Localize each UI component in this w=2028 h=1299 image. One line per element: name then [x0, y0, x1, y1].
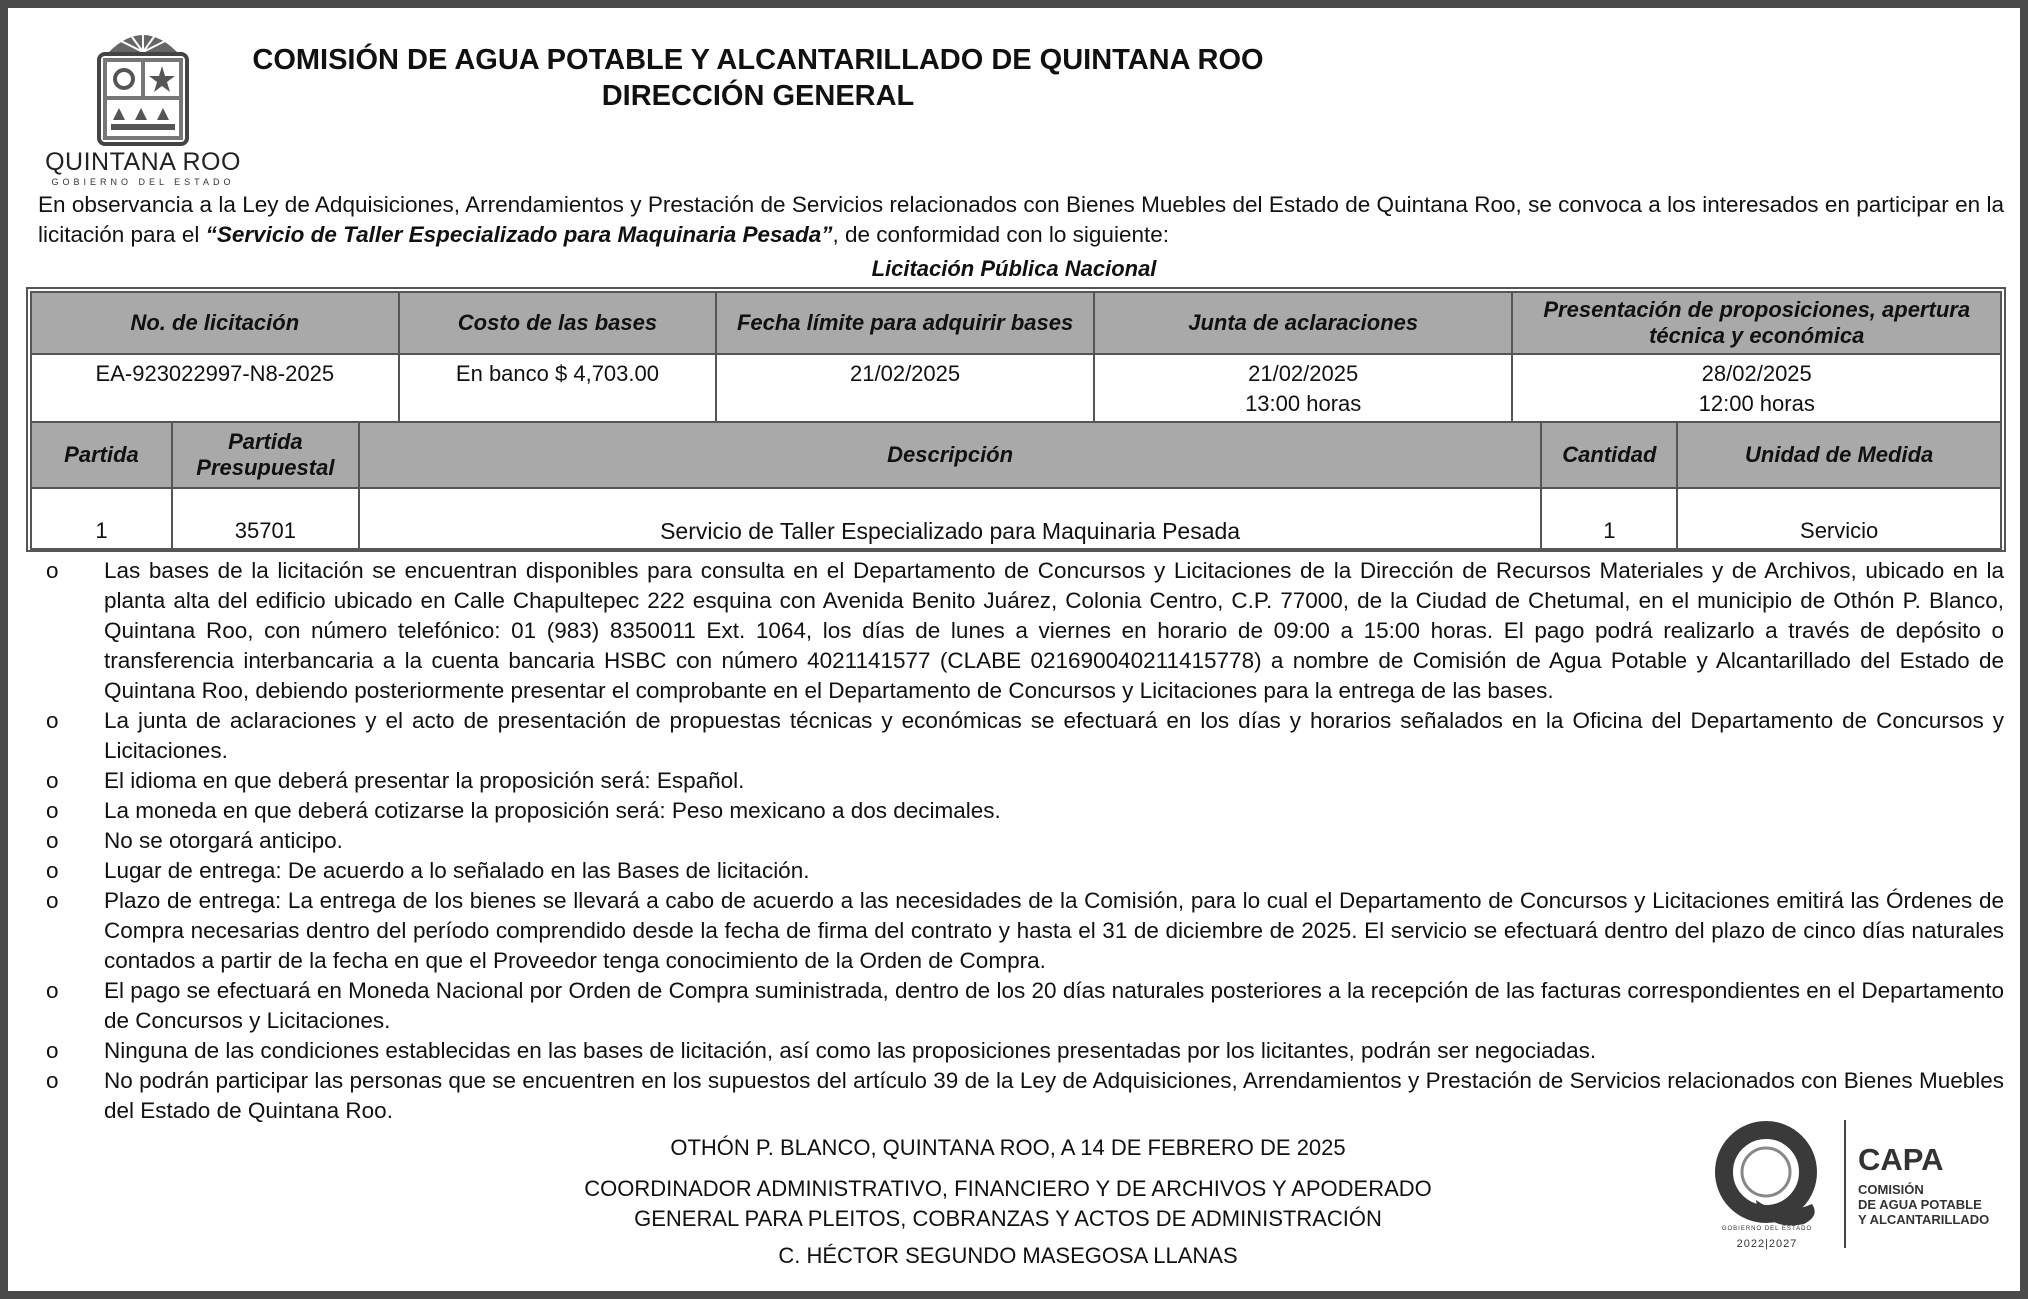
- cell-descripcion: Servicio de Taller Especializado para Maquinaria Pesada: [359, 488, 1542, 549]
- intro-service: “Servicio de Taller Especializado para Maquinaria Pesada”: [205, 222, 833, 247]
- cell-costo: En banco $ 4,703.00: [399, 354, 717, 425]
- bullet-mark: o: [46, 828, 59, 853]
- intro-paragraph: [38, 190, 2004, 250]
- list-item-text: La junta de aclaraciones y el acto de presentación de propuestas técnicas y económicas se efectuará en los días y horarios señalados en la Oficina del Departamento de Concursos y Licitaciones.: [104, 708, 2004, 763]
- page-title: [228, 42, 1288, 114]
- cell-cantidad: 1: [1541, 488, 1677, 549]
- table-header-row: [31, 422, 2001, 488]
- capa-sub-line-1: COMISIÓN: [1858, 1182, 1924, 1197]
- intro-pre: En observancia a la Ley de Adquisiciones, Arrendamientos y Prestación de Servicios relacionados con Bienes Muebles del Estado de Quintana Roo, se convoca a los interesados en participar en la licitación para el: [38, 192, 2004, 247]
- list-item-text: Ninguna de las condiciones establecidas en las bases de licitación, así como las proposiciones presentadas por los licitantes, podrán ser negociadas.: [104, 1038, 1597, 1063]
- licitacion-title: Licitación Pública Nacional: [871, 256, 1157, 281]
- presentacion-fecha: 28/02/2025: [1701, 361, 1812, 386]
- divider: [1844, 1120, 1846, 1248]
- col-header: Descripción: [359, 422, 1542, 488]
- signer-role-line-2: GENERAL PARA PLEITOS, COBRANZAS Y ACTOS DE ADMINISTRACIÓN: [634, 1206, 1382, 1231]
- logo-name: QUINTANA ROO: [45, 148, 241, 176]
- bullet-mark: o: [46, 768, 59, 793]
- partidas-table: [30, 421, 2002, 550]
- bullet-mark: o: [46, 858, 59, 883]
- list-item: [46, 856, 2004, 886]
- bullet-mark: o: [46, 558, 59, 583]
- bullet-mark: o: [46, 978, 59, 1003]
- capa-years: 2022|2027: [1736, 1238, 1798, 1250]
- list-item: [46, 556, 2004, 706]
- bullet-mark: o: [46, 708, 59, 733]
- col-header: Partida: [31, 422, 172, 488]
- list-item: [46, 1066, 2004, 1126]
- col-header: Cantidad: [1541, 422, 1677, 488]
- list-item: [46, 886, 2004, 976]
- cell-numero: EA-923022997-N8-2025: [31, 354, 399, 425]
- capa-sub-line-3: Y ALCANTARILLADO: [1858, 1212, 1990, 1227]
- table-header-row: [31, 292, 2001, 354]
- col-header: Partida Presupuestal: [172, 422, 359, 488]
- cell-junta: [1094, 354, 1513, 425]
- col-header: Presentación de proposiciones, apertura técnica y económica: [1512, 292, 2001, 354]
- cell-fecha-limite: 21/02/2025: [716, 354, 1094, 425]
- capa-title: CAPA: [1858, 1142, 1944, 1177]
- list-item-text: Plazo de entrega: La entrega de los bienes se llevará a cabo de acuerdo a las necesidades de la Comisión, para lo cual el Departamento de Concursos y Licitaciones emitirá las Órdenes de Compra necesarias dentro del período comprendido desde la fecha de firma del contrato y hasta el 31 de diciembre de 2025. El servicio se efectuará dentro del plazo de cinco días naturales contados a partir de la fecha en que el Proveedor tenga conocimiento de la Orden de Compra.: [104, 888, 2004, 973]
- list-item-text: Las bases de la licitación se encuentran disponibles para consulta en el Departamento de Concursos y Licitaciones de la Dirección de Recursos Materiales y de Archivos, ubicado en la planta alta del edificio ubicado en Calle Chapultepec 222 esquina con Avenida Benito Juárez, Colonia Centro, C.P. 77000, de la Ciudad de Chetumal, en el municipio de Othón P. Blanco, Quintana Roo, con número telefónico: 01 (983) 8350011 Ext. 1064, los días de lunes a viernes en horario de 09:00 a 15:00 horas. El pago podrá realizarlo a través de depósito o transferencia interbancaria a la cuenta bancaria HSBC con número 4021141577 (CLABE 021690040211415778) a nombre de Comisión de Agua Potable y Alcantarillado del Estado de Quintana Roo, debiendo posteriormente presentar el comprobante en el Departamento de Concursos y Licitaciones para la entrega de las bases.: [104, 558, 2004, 703]
- state-shield-icon: [93, 24, 193, 148]
- list-item-text: Lugar de entrega: De acuerdo a lo señalado en las Bases de licitación.: [104, 858, 810, 883]
- signer-role: [528, 1174, 1488, 1234]
- table-row: [31, 354, 2001, 425]
- title-line-2: DIRECCIÓN GENERAL: [601, 80, 915, 112]
- capa-sub-line-2: DE AGUA POTABLE: [1858, 1197, 1982, 1212]
- logo-subtitle: GOBIERNO DEL ESTADO: [51, 177, 235, 187]
- list-item: [46, 796, 2004, 826]
- list-item: [46, 1036, 2004, 1066]
- capa-subtitle: [1858, 1182, 1989, 1227]
- junta-fecha: 21/02/2025: [1248, 361, 1359, 386]
- bullet-mark: o: [46, 798, 59, 823]
- list-item: [46, 766, 2004, 796]
- capa-logo: [1708, 1120, 2008, 1250]
- notice-page: [8, 8, 2020, 1291]
- capa-q-icon: [1708, 1120, 1828, 1236]
- cell-presentacion: [1512, 354, 2001, 425]
- signer-role-line-1: COORDINADOR ADMINISTRATIVO, FINANCIERO Y DE ARCHIVOS Y APODERADO: [584, 1176, 1432, 1201]
- col-header: No. de licitación: [31, 292, 399, 354]
- bullet-mark: o: [46, 1038, 59, 1063]
- list-item: [46, 976, 2004, 1036]
- list-item: [46, 706, 2004, 766]
- signer-name: C. HÉCTOR SEGUNDO MASEGOSA LLANAS: [778, 1243, 1238, 1268]
- junta-hora: 13:00 horas: [1245, 391, 1362, 416]
- col-header: Fecha límite para adquirir bases: [716, 292, 1094, 354]
- table-row: [31, 488, 2001, 549]
- licitacion-table: [30, 291, 2002, 426]
- cell-partida: 1: [31, 488, 172, 549]
- bullet-mark: o: [46, 888, 59, 913]
- bullet-mark: o: [46, 1068, 59, 1093]
- cell-unidad: Servicio: [1677, 488, 2001, 549]
- list-item-text: La moneda en que deberá cotizarse la proposición será: Peso mexicano a dos decimales.: [104, 798, 1001, 823]
- conditions-list: [46, 556, 2004, 1126]
- cell-presupuestal: 35701: [172, 488, 359, 549]
- place-date: OTHÓN P. BLANCO, QUINTANA ROO, A 14 DE FEBRERO DE 2025: [670, 1135, 1346, 1160]
- capa-gov-label: GOBIERNO DEL ESTADO: [1721, 1226, 1813, 1232]
- col-header: Costo de las bases: [399, 292, 717, 354]
- list-item-text: El idioma en que deberá presentar la proposición será: Español.: [104, 768, 745, 793]
- list-item-text: El pago se efectuará en Moneda Nacional por Orden de Compra suministrada, dentro de los 20 días naturales posteriores a la recepción de las facturas correspondientes en el Departamento de Concursos y Licitaciones.: [104, 978, 2004, 1033]
- list-item-text: No se otorgará anticipo.: [104, 828, 343, 853]
- title-line-1: COMISIÓN DE AGUA POTABLE Y ALCANTARILLADO DE QUINTANA ROO: [252, 44, 1264, 76]
- presentacion-hora: 12:00 horas: [1698, 391, 1815, 416]
- col-header: Unidad de Medida: [1677, 422, 2001, 488]
- intro-post: , de conformidad con lo siguiente:: [832, 222, 1169, 247]
- col-header: Junta de aclaraciones: [1094, 292, 1513, 354]
- quintana-roo-logo: [38, 24, 248, 186]
- list-item: [46, 826, 2004, 856]
- list-item-text: No podrán participar las personas que se encuentren en los supuestos del artículo 39 de la Ley de Adquisiciones, Arrendamientos y Prestación de Servicios relacionados con Bienes Muebles del Estado de Quintana Roo.: [104, 1068, 2004, 1123]
